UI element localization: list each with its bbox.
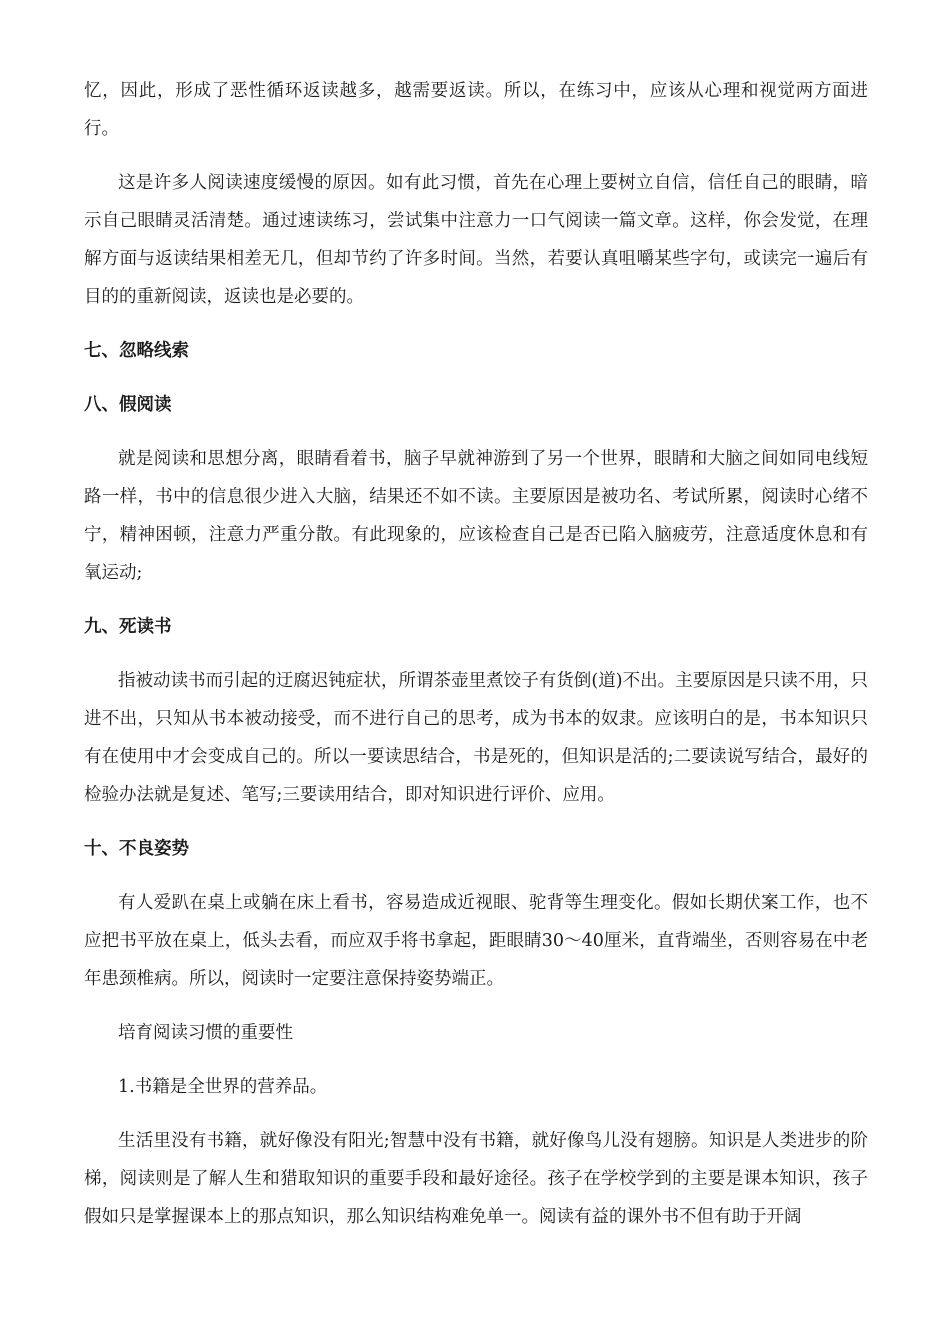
paragraph-rote-reading: 指被动读书而引起的迂腐迟钝症状，所谓茶壶里煮饺子有货倒(道)不出。主要原因是只读不用，只进不出，只知从书本被动接受，而不进行自己的思考，成为书本的奴隶。应该明白的是，书本知识只有在使用中才会变成自己的。所以一要读思结合，书是死的，但知识是活的;二要读说写结合，最好的检验办法就是复述、笔写;三要读用结合，即对知识进行评价、应用。 [84, 671, 868, 805]
list-item-one: 1.书籍是全世界的营养品。 [118, 1077, 328, 1097]
paragraph-reread-advice: 这是许多人阅读速度缓慢的原因。如有此习惯，首先在心理上要树立自信，信任自己的眼睛，暗示自己眼睛灵活清楚。通过速读练习，尝试集中注意力一口气阅读一篇文章。这样，你会发觉，在理解方面与返读结果相差无几，但却节约了许多时间。当然，若要认真咀嚼某些字句，或读完一遍后有目的的重新阅读，返读也是必要的。 [84, 173, 868, 307]
document-page [84, 72, 868, 1236]
heading-ten: 十、不良姿势 [84, 839, 189, 859]
paragraph-fake-reading: 就是阅读和思想分离，眼睛看着书，脑子早就神游到了另一个世界，眼睛和大脑之间如同电线短路一样，书中的信息很少进入大脑，结果还不如不读。主要原因是被功名、考试所累，阅读时心绪不宁，精神困顿，注意力严重分散。有此现象的，应该检查自己是否已陷入脑疲劳，注意适度休息和有氧运动; [84, 449, 868, 583]
section-title-importance: 培育阅读习惯的重要性 [118, 1023, 293, 1043]
paragraph-posture: 有人爱趴在桌上或躺在床上看书，容易造成近视眼、驼背等生理变化。假如长期伏案工作，也不应把书平放在桌上，低头去看，而应双手将书拿起，距眼睛30～40厘米，直背端坐，否则容易在中老年患颈椎病。所以，阅读时一定要注意保持姿势端正。 [84, 893, 868, 989]
paragraph-continuation: 忆，因此，形成了恶性循环返读越多，越需要返读。所以，在练习中，应该从心理和视觉两方面进行。 [84, 81, 868, 139]
heading-nine: 九、死读书 [84, 617, 172, 637]
heading-eight: 八、假阅读 [84, 395, 172, 415]
heading-seven: 七、忽略线索 [84, 341, 189, 361]
paragraph-books-nutrition: 生活里没有书籍，就好像没有阳光;智慧中没有书籍，就好像鸟儿没有翅膀。知识是人类进步的阶梯，阅读则是了解人生和猎取知识的重要手段和最好途径。孩子在学校学到的主要是课本知识，孩子假如只是掌握课本上的那点知识，那么知识结构难免单一。阅读有益的课外书不但有助于开阔 [84, 1131, 868, 1227]
